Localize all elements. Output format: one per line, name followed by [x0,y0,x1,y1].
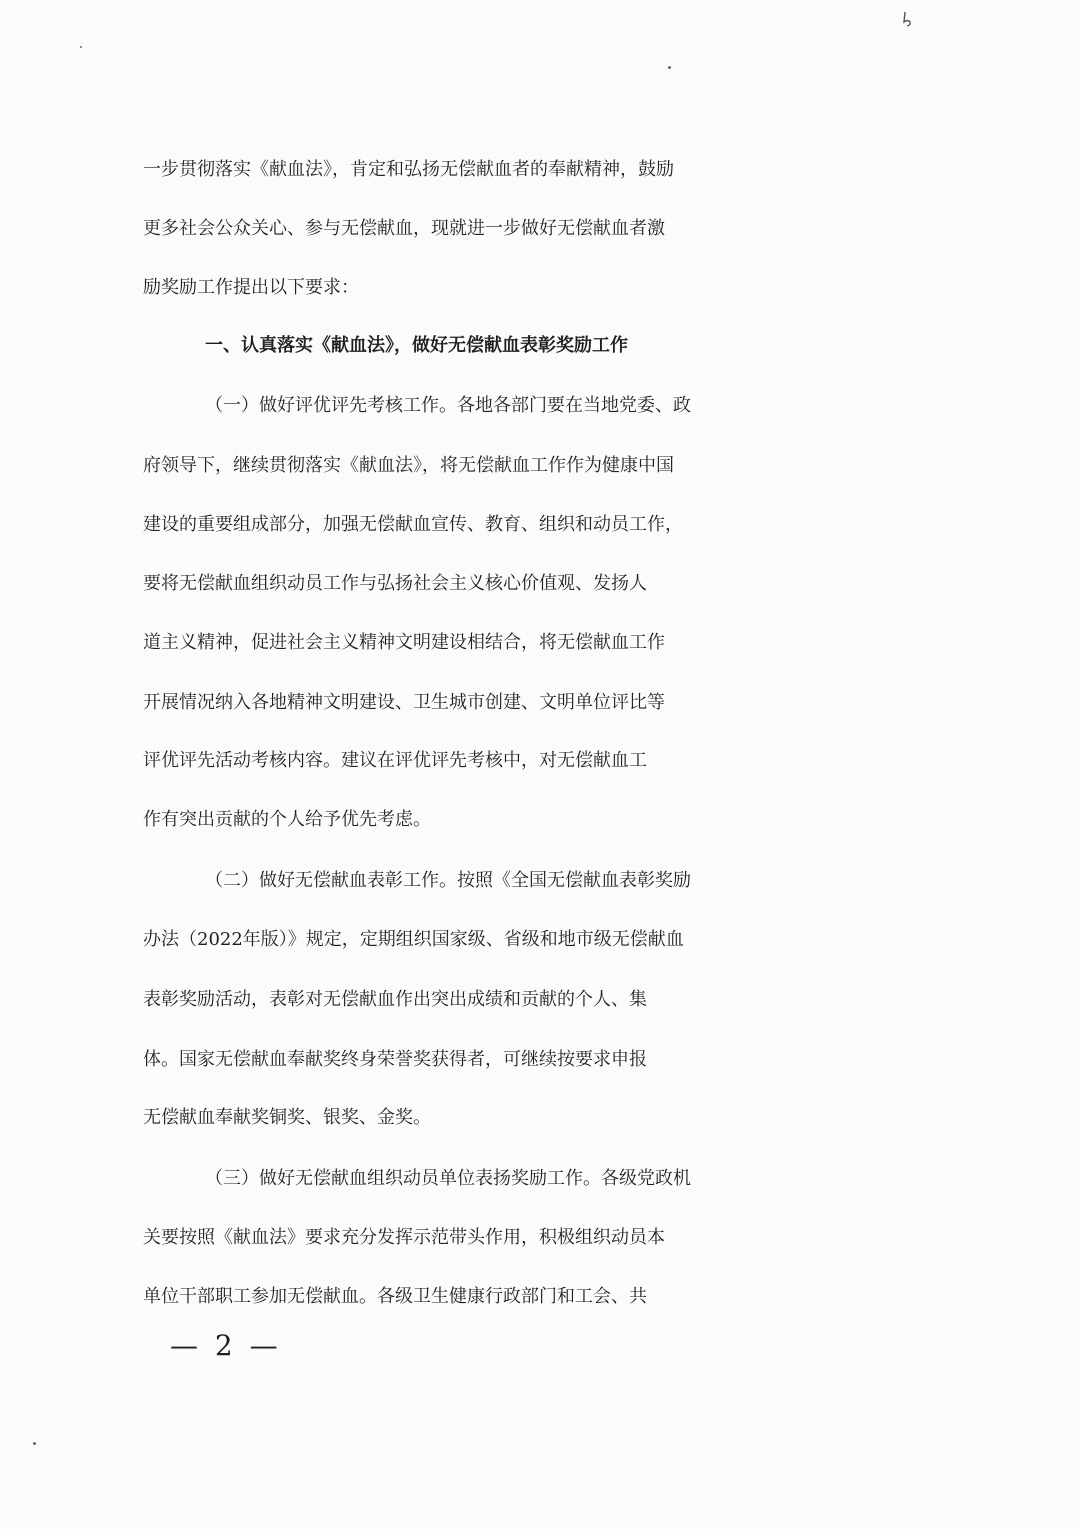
page-number: — 2 — [170,1329,282,1362]
body-text-line: 府领导下，继续贯彻落实《献血法》，将无偿献血工作作为健康中国 [143,455,674,476]
body-text-line: 评优评先活动考核内容。建议在评优评先考核中，对无偿献血工 [143,750,647,771]
body-text-line: 开展情况纳入各地精神文明建设、卫生城市创建、文明单位评比等 [143,692,665,713]
body-text-line: 关要按照《献血法》要求充分发挥示范带头作用，积极组织动员本 [143,1227,665,1248]
body-text-line: 要将无偿献血组织动员工作与弘扬社会主义核心价值观、发扬人 [143,573,647,594]
paragraph-heading-line: （三）做好无偿献血组织动员单位表扬奖励工作。各级党政机 [205,1168,691,1189]
body-text-line: 无偿献血奉献奖铜奖、银奖、金奖。 [143,1107,431,1128]
section-heading: 一、认真落实《献血法》，做好无偿献血表彰奖励工作 [205,335,628,356]
body-text-line: 体。国家无偿献血奉献奖终身荣誉奖获得者，可继续按要求申报 [143,1049,647,1070]
body-text-line: 单位干部职工参加无偿献血。各级卫生健康行政部门和工会、共 [143,1286,647,1307]
body-text-line: 道主义精神，促进社会主义精神文明建设相结合，将无偿献血工作 [143,632,665,653]
body-text-line: 一步贯彻落实《献血法》，肯定和弘扬无偿献血者的奉献精神，鼓励 [143,159,674,180]
body-text-line: 励奖励工作提出以下要求： [143,277,359,298]
paragraph-heading-line: （二）做好无偿献血表彰工作。按照《全国无偿献血表彰奖励 [205,870,691,891]
scan-speck [33,1442,36,1445]
body-text-line: 表彰奖励活动，表彰对无偿献血作出突出成绩和贡献的个人、集 [143,989,647,1010]
body-text-line: 办法（2022年版）》规定，定期组织国家级、省级和地市级无偿献血 [143,929,684,950]
handwritten-mark [902,10,914,28]
body-text-line: 更多社会公众关心、参与无偿献血，现就进一步做好无偿献血者激 [143,218,665,239]
body-text-line: 建设的重要组成部分，加强无偿献血宣传、教育、组织和动员工作， [143,514,683,535]
paragraph-heading-line: （一）做好评优评先考核工作。各地各部门要在当地党委、政 [205,395,691,416]
scan-speck [668,66,671,69]
scan-speck [80,46,82,48]
body-text-line: 作有突出贡献的个人给予优先考虑。 [143,809,431,830]
